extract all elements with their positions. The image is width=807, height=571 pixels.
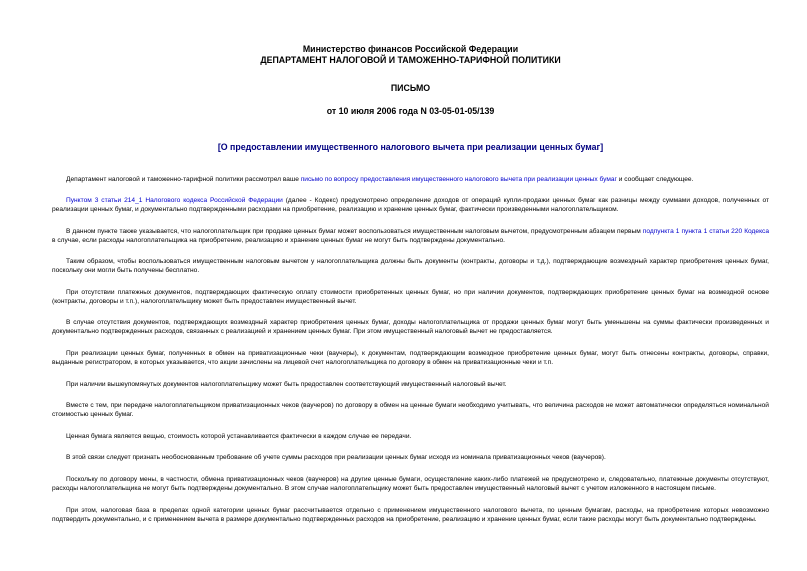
ministry-name: Министерство финансов Российской Федерации	[302, 44, 519, 54]
department-name: ДЕПАРТАМЕНТ НАЛОГОВОЙ И ТАМОЖЕННО-ТАРИФНОЙ ПОЛИТИКИ	[260, 54, 561, 65]
paragraph-text: Департамент налоговой и таможенно-тарифной политики рассмотрел ваше	[66, 175, 301, 183]
tax-code-article-214-1-link[interactable]: Пунктом 3 статьи 214_1 Налогового кодекса Российской Федерации	[66, 197, 283, 205]
document-type: ПИСЬМО	[390, 83, 431, 93]
document-title: [О предоставлении имущественного налогового вычета при реализации ценных бумаг]	[217, 142, 604, 152]
document-page	[52, 44, 769, 536]
letter-reference-link[interactable]: письмо по вопросу предоставления имущественного налогового вычета при реализации ценных бумаг	[300, 175, 617, 183]
paragraph-13: При этом, налоговая база в пределах одной категории ценных бумаг рассчитывается отдельно с применением имущественного налогового вычета, по ценным бумагам, расходы, на приобретение которых невозможно подтвердить документально, и с применением вычета в размере документально подтвержденных расходов на приобретение, реализацию и хранение ценных бумаг, если такие расходы могут быть документально подтверждены.	[52, 506, 769, 523]
paragraph-7: При реализации ценных бумаг, полученных в обмен на приватизационные чеки (ваучеры), к документам, подтверждающим возмездное приобретение ценных бумаг, могут быть отнесены контракты, договоры, справки, выданные регистратором, в которых указывается, что акции зачислены на лицевой счет налогоплательщика по договору в обмен на приватизационные чеки и т.п.	[52, 350, 769, 367]
paragraph-text: в случае, если расходы налогоплательщика на приобретение, реализацию и хранение ценных бумаг не могут быть подтверждены документально.	[52, 236, 505, 244]
paragraph-10: Ценная бумага является вещью, стоимость которой устанавливается фактически в каждом случае ее передачи.	[66, 432, 412, 440]
paragraph-text: В данном пункте также указывается, что налогоплательщик при продаже ценных бумаг может воспользоваться имущественным налоговым вычетом, предусмотренным абзацем первым	[66, 227, 643, 235]
paragraph-8: При наличии вышеупомянутых документов налогоплательщику может быть предоставлен соответствующий имущественный налоговый вычет.	[66, 380, 507, 388]
paragraph-4: Таким образом, чтобы воспользоваться имущественным налоговым вычетом у налогоплательщика должны быть документы (контракты, договоры и т.д.), подтверждающие возмездный характер приобретения ценных бумаг, поскольку они могли быть получены бесплатно.	[52, 258, 769, 275]
paragraph-text: (далее - Кодекс) предусмотрено определение доходов от операций купли-продажи ценных бумаг как разницы между суммами доходов, полученных от реализации ценных бумаг, и документально подтвержденными расходами на приобретение, реализацию и хранение ценных бумаг, фактически произведенными налогоплательщиком.	[52, 197, 769, 214]
paragraph-12: Поскольку по договору мены, в частности, обмена приватизационных чеков (ваучеров) на другие ценные бумаги, осуществление каких-либо платежей не предусмотрено и, следовательно, платежные документы отсутствуют, расходы налогоплательщика не могут быть подтверждены документально. В этом случае налогоплательщику может быть предоставлен имущественный налоговый вычет с учетом изложенного в настоящем письме.	[52, 476, 769, 493]
document-body	[52, 175, 769, 524]
paragraph-2	[52, 196, 769, 214]
paragraph-text: и сообщает следующее.	[616, 175, 694, 183]
tax-code-article-220-link[interactable]: подпункта 1 пункта 1 статьи 220 Кодекса	[642, 227, 769, 235]
paragraph-6: В случае отсутствия документов, подтверждающих возмездный характер приобретения ценных бумаг, доходы налогоплательщика от продажи ценных бумаг могут быть уменьшены на суммы фактически произведенных и документально подтвержденных расходов, связанных с реализацией и хранением ценных бумаг. При этом имущественный налоговый вычет не предоставляется.	[52, 319, 769, 336]
document-header	[52, 44, 769, 116]
paragraph-11: В этой связи следует признать необоснованным требование об учете суммы расходов при реализации ценных бумаг исходя из номинала приватизационных чеков (ваучеров).	[66, 454, 606, 462]
paragraph-3	[52, 227, 769, 245]
paragraph-5: При отсутствии платежных документов, подтверждающих фактическую оплату стоимости приобретенных ценных бумаг, но при наличии документов, подтверждающих приобретение ценных бумаг на возмездной основе (контракты, договоры и т.п.), налогоплательщику может быть предоставлен имущественный вычет.	[52, 288, 769, 305]
paragraph-1	[52, 175, 769, 184]
document-date-number: от 10 июля 2006 года N 03-05-01-05/139	[326, 105, 495, 116]
paragraph-9: Вместе с тем, при передаче налогоплательщиком приватизационных чеков (ваучеров) по договору в обмен на ценные бумаги необходимо учитывать, что величина расходов не может автоматически определяться номинальной стоимостью ценных бумаг.	[52, 402, 769, 419]
